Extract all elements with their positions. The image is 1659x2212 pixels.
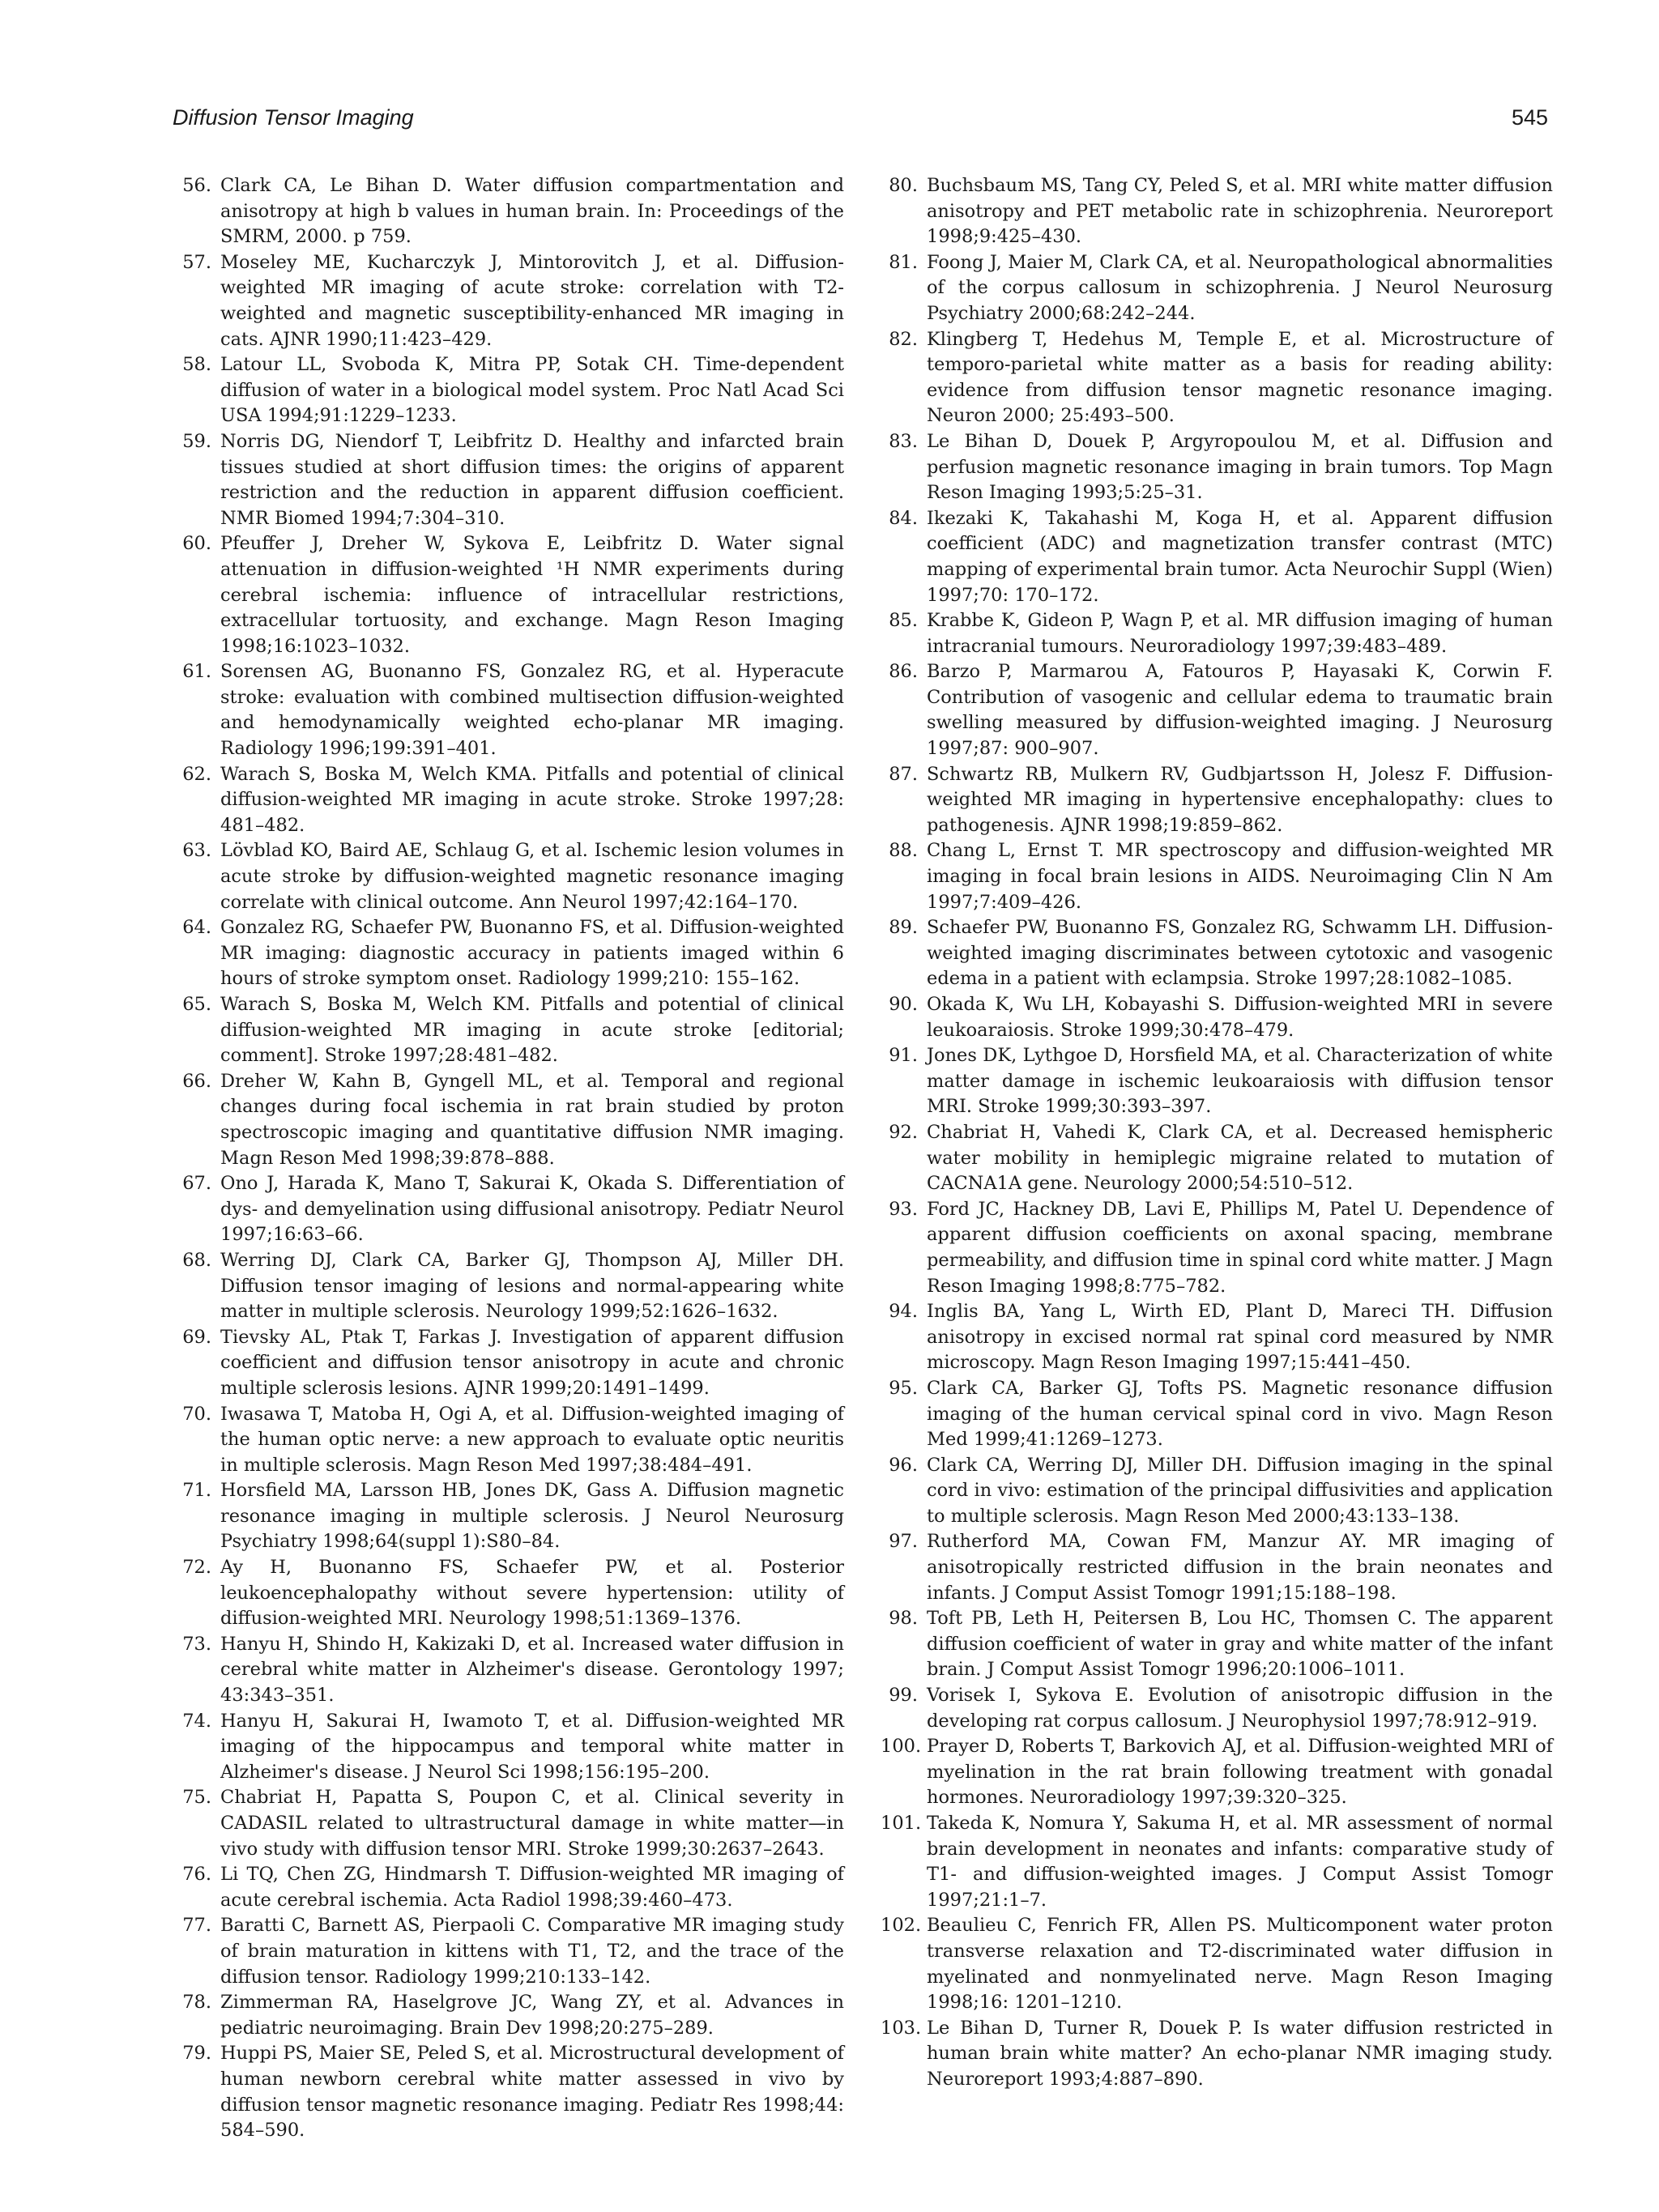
reference-item xyxy=(174,531,844,659)
reference-item xyxy=(881,1453,1553,1530)
reference-item xyxy=(881,250,1553,327)
reference-text: Schwartz RB, Mulkern RV, Gudbjartsson H, Jolesz F. Diffusion-weighted MR imaging in hypertensive encephalopathy: clues to pathogenesis. AJNR 1998;19:859–862. xyxy=(927,763,1553,836)
reference-number: 80. xyxy=(889,175,918,196)
reference-text: Jones DK, Lythgoe D, Horsfield MA, et al. Characterization of white matter damage in ischemic leukoaraiosis with diffusion tensor MRI. Stroke 1999;30:393–397. xyxy=(927,1045,1553,1118)
reference-text: Hanyu H, Shindo H, Kakizaki D, et al. Increased water diffusion in cerebral white matter in Alzheimer's disease. Gerontology 1997; 43:343–351. xyxy=(220,1633,844,1707)
reference-number: 99. xyxy=(889,1685,918,1707)
reference-number: 63. xyxy=(182,840,211,862)
reference-text: Tievsky AL, Ptak T, Farkas J. Investigation of apparent diffusion coefficient and diffusion tensor anisotropy in acute and chronic multiple sclerosis lesions. AJNR 1999;20:1491–1499. xyxy=(220,1326,844,1399)
reference-number: 91. xyxy=(889,1045,918,1067)
reference-number: 62. xyxy=(182,763,211,785)
reference-number: 101. xyxy=(881,1813,922,1834)
reference-text: Hanyu H, Sakurai H, Iwamoto T, et al. Diffusion-weighted MR imaging of the hippocampus and temporal white matter in Alzheimer's disease. J Neurol Sci 1998;156:195–200. xyxy=(220,1710,844,1783)
reference-text: Krabbe K, Gideon P, Wagn P, et al. MR diffusion imaging of human intracranial tumours. Neuroradiology 1997;39:483–489. xyxy=(927,610,1553,657)
reference-item xyxy=(174,992,844,1069)
reference-number: 59. xyxy=(182,430,211,452)
reference-number: 66. xyxy=(182,1070,211,1092)
reference-item xyxy=(174,1248,844,1325)
reference-number: 92. xyxy=(889,1121,918,1143)
reference-item xyxy=(174,1069,844,1171)
reference-item xyxy=(881,838,1553,915)
reference-item xyxy=(174,1990,844,2041)
reference-number: 73. xyxy=(182,1633,211,1655)
reference-item xyxy=(881,608,1553,659)
reference-text: Li TQ, Chen ZG, Hindmarsh T. Diffusion-weighted MR imaging of acute cerebral ischemia. Acta Radiol 1998;39:460–473. xyxy=(220,1864,844,1911)
reference-text: Le Bihan D, Douek P, Argyropoulou M, et al. Diffusion and perfusion magnetic resonance imaging in brain tumors. Top Magn Reson Imaging 1993;5:25–31. xyxy=(927,430,1553,504)
reference-text: Clark CA, Werring DJ, Miller DH. Diffusion imaging in the spinal cord in vivo: estimation of the principal diffusivities and application to multiple sclerosis. Magn Reson Med 2000;43:133–138. xyxy=(927,1454,1553,1527)
reference-number: 60. xyxy=(182,533,211,555)
reference-text: Huppi PS, Maier SE, Peled S, et al. Microstructural development of human newborn cerebral white matter assessed in vivo by diffusion tensor magnetic resonance imaging. Pediatr Res 1998;44: 584–590. xyxy=(220,2043,844,2142)
reference-number: 75. xyxy=(182,1787,211,1809)
reference-text: Foong J, Maier M, Clark CA, et al. Neuropathological abnormalities of the corpus callosum in schizophrenia. J Neurol Neurosurg Psychiatry 2000;68:242–244. xyxy=(927,251,1553,324)
reference-item xyxy=(174,2041,844,2143)
reference-text: Chabriat H, Vahedi K, Clark CA, et al. Decreased hemispheric water mobility in hemiplegic migraine related to mutation of CACNA1A gene. Neurology 2000;54:510–512. xyxy=(927,1121,1553,1195)
reference-item xyxy=(174,1632,844,1709)
page-number: 545 xyxy=(1512,105,1549,130)
reference-number: 96. xyxy=(889,1454,918,1476)
reference-item xyxy=(881,1376,1553,1453)
reference-number: 72. xyxy=(182,1557,211,1579)
reference-item xyxy=(881,659,1553,761)
reference-item xyxy=(881,992,1553,1043)
reference-text: Inglis BA, Yang L, Wirth ED, Plant D, Mareci TH. Diffusion anisotropy in excised normal rat spinal cord measured by NMR microscopy. Magn Reson Imaging 1997;15:441–450. xyxy=(927,1301,1553,1374)
reference-item xyxy=(174,1171,844,1248)
reference-number: 69. xyxy=(182,1326,211,1348)
reference-item xyxy=(174,173,844,250)
reference-number: 94. xyxy=(889,1301,918,1323)
reference-item xyxy=(881,915,1553,992)
reference-item xyxy=(174,250,844,352)
reference-item xyxy=(881,327,1553,429)
reference-text: Prayer D, Roberts T, Barkovich AJ, et al. Diffusion-weighted MRI of myelination in the rat brain following treatment with gonadal hormones. Neuroradiology 1997;39:320–325. xyxy=(927,1736,1553,1809)
reference-item xyxy=(881,1120,1553,1197)
reference-number: 85. xyxy=(889,610,918,632)
reference-number: 93. xyxy=(889,1198,918,1220)
reference-item xyxy=(881,1811,1553,1913)
reference-text: Latour LL, Svoboda K, Mitra PP, Sotak CH. Time-dependent diffusion of water in a biological model system. Proc Natl Acad Sci USA 1994;91:1229–1233. xyxy=(220,354,844,427)
reference-text: Chabriat H, Papatta S, Poupon C, et al. Clinical severity in CADASIL related to ultrastructural damage in white matter—in vivo study with diffusion tensor MRI. Stroke 1999;30:2637–2643. xyxy=(220,1787,844,1860)
reference-item xyxy=(881,1529,1553,1606)
reference-number: 97. xyxy=(889,1531,918,1553)
reference-item xyxy=(174,1913,844,1990)
reference-text: Iwasawa T, Matoba H, Ogi A, et al. Diffusion-weighted imaging of the human optic nerve: a new approach to evaluate optic neuritis in multiple sclerosis. Magn Reson Med 1997;38:484–491. xyxy=(220,1403,844,1476)
reference-number: 100. xyxy=(881,1736,922,1758)
reference-item xyxy=(881,762,1553,839)
reference-number: 83. xyxy=(889,430,918,452)
reference-text: Clark CA, Le Bihan D. Water diffusion compartmentation and anisotropy at high b values in human brain. In: Proceedings of the SMRM, 2000. p 759. xyxy=(220,175,844,248)
reference-item xyxy=(881,173,1553,250)
reference-text: Baratti C, Barnett AS, Pierpaoli C. Comparative MR imaging study of brain maturation in kittens with T1, T2, and the trace of the diffusion tensor. Radiology 1999;210:133–142. xyxy=(220,1915,844,1988)
reference-text: Ford JC, Hackney DB, Lavi E, Phillips M, Patel U. Dependence of apparent diffusion coefficients on axonal spacing, membrane permeability, and diffusion time in spinal cord white matter. J Magn Reson Imaging 1998;8:775–782. xyxy=(927,1198,1553,1297)
reference-text: Moseley ME, Kucharczyk J, Mintorovitch J, et al. Diffusion-weighted MR imaging of acute stroke: correlation with T2-weighted and magnetic susceptibility-enhanced MR imaging in cats. AJNR 1990;11:423–429. xyxy=(220,251,844,350)
reference-item xyxy=(881,1683,1553,1734)
reference-number: 65. xyxy=(182,994,211,1015)
reference-text: Ay H, Buonanno FS, Schaefer PW, et al. Posterior leukoencephalopathy without severe hypertension: utility of diffusion-weighted MRI. Neurology 1998;51:1369–1376. xyxy=(220,1557,844,1630)
reference-text: Beaulieu C, Fenrich FR, Allen PS. Multicomponent water proton transverse relaxation and T2-discriminated water diffusion in myelinated and nonmyelinated nerve. Magn Reson Imaging 1998;16: 1201–1210. xyxy=(927,1915,1553,2014)
reference-number: 77. xyxy=(182,1915,211,1937)
reference-text: Rutherford MA, Cowan FM, Manzur AY. MR imaging of anisotropically restricted diffusion in the brain neonates and infants. J Comput Assist Tomogr 1991;15:188–198. xyxy=(927,1531,1553,1604)
reference-item xyxy=(174,659,844,761)
reference-number: 68. xyxy=(182,1249,211,1271)
reference-text: Barzo P, Marmarou A, Fatouros P, Hayasaki K, Corwin F. Contribution of vasogenic and cellular edema to traumatic brain swelling measured by diffusion-weighted imaging. J Neurosurg 1997;87: 900–907. xyxy=(927,661,1553,760)
reference-number: 70. xyxy=(182,1403,211,1425)
reference-item xyxy=(174,1402,844,1479)
references-column-left xyxy=(174,173,844,2144)
reference-item xyxy=(174,1325,844,1402)
reference-text: Toft PB, Leth H, Peitersen B, Lou HC, Thomsen C. The apparent diffusion coefficient of water in gray and white matter of the infant brain. J Comput Assist Tomogr 1996;20:1006–1011. xyxy=(927,1608,1553,1681)
reference-text: Zimmerman RA, Haselgrove JC, Wang ZY, et al. Advances in pediatric neuroimaging. Brain Dev 1998;20:275–289. xyxy=(220,1992,844,2039)
reference-number: 61. xyxy=(182,661,211,683)
reference-text: Lövblad KO, Baird AE, Schlaug G, et al. Ischemic lesion volumes in acute stroke by diffusion-weighted magnetic resonance imaging correlate with clinical outcome. Ann Neurol 1997;42:164–170. xyxy=(220,840,844,913)
reference-text: Chang L, Ernst T. MR spectroscopy and diffusion-weighted MR imaging in focal brain lesions in AIDS. Neuroimaging Clin N Am 1997;7:409–426. xyxy=(927,840,1553,913)
reference-number: 64. xyxy=(182,917,211,939)
reference-item xyxy=(174,429,844,531)
reference-item xyxy=(881,429,1553,506)
reference-item xyxy=(881,506,1553,608)
reference-number: 102. xyxy=(881,1915,922,1937)
reference-number: 67. xyxy=(182,1173,211,1195)
reference-number: 79. xyxy=(182,2043,211,2065)
reference-number: 56. xyxy=(182,175,211,196)
reference-item xyxy=(174,1478,844,1555)
reference-item xyxy=(881,2016,1553,2093)
reference-text: Klingberg T, Hedehus M, Temple E, et al. Microstructure of temporo-parietal white matter as a basis for reading ability: evidence from diffusion tensor magnetic resonance imaging. Neuron 2000; 25:493–500. xyxy=(927,328,1553,427)
reference-text: Werring DJ, Clark CA, Barker GJ, Thompson AJ, Miller DH. Diffusion tensor imaging of lesions and normal-appearing white matter in multiple sclerosis. Neurology 1999;52:1626–1632. xyxy=(220,1249,844,1323)
reference-text: Clark CA, Barker GJ, Tofts PS. Magnetic resonance diffusion imaging of the human cervical spinal cord in vivo. Magn Reson Med 1999;41:1269–1273. xyxy=(927,1377,1553,1451)
reference-number: 76. xyxy=(182,1864,211,1886)
reference-text: Vorisek I, Sykova E. Evolution of anisotropic diffusion in the developing rat corpus callosum. J Neurophysiol 1997;78:912–919. xyxy=(927,1685,1553,1732)
reference-item xyxy=(881,1913,1553,2015)
reference-text: Pfeuffer J, Dreher W, Sykova E, Leibfritz D. Water signal attenuation in diffusion-weighted ¹H NMR experiments during cerebral ischemia: influence of intracellular restrictions, extracellular tortuosity, and exchange. Magn Reson Imaging 1998;16:1023–1032. xyxy=(220,533,844,657)
reference-number: 74. xyxy=(182,1710,211,1732)
reference-text: Okada K, Wu LH, Kobayashi S. Diffusion-weighted MRI in severe leukoaraiosis. Stroke 1999;30:478–479. xyxy=(927,994,1553,1041)
running-header-title: Diffusion Tensor Imaging xyxy=(173,105,414,130)
reference-number: 89. xyxy=(889,917,918,939)
reference-item xyxy=(881,1606,1553,1683)
reference-item xyxy=(174,762,844,839)
reference-number: 57. xyxy=(182,251,211,273)
reference-number: 71. xyxy=(182,1480,211,1502)
reference-number: 90. xyxy=(889,994,918,1015)
reference-text: Buchsbaum MS, Tang CY, Peled S, et al. MRI white matter diffusion anisotropy and PET metabolic rate in schizophrenia. Neuroreport 1998;9:425–430. xyxy=(927,175,1553,248)
reference-item xyxy=(174,352,844,429)
references-column-right xyxy=(881,173,1553,2093)
reference-text: Takeda K, Nomura Y, Sakuma H, et al. MR assessment of normal brain development in neonates and infants: comparative study of T1- and diffusion-weighted images. J Comput Assist Tomogr 1997;21:1–7. xyxy=(927,1813,1553,1911)
reference-item xyxy=(881,1734,1553,1811)
reference-number: 58. xyxy=(182,354,211,376)
reference-text: Horsfield MA, Larsson HB, Jones DK, Gass A. Diffusion magnetic resonance imaging in multiple sclerosis. J Neurol Neurosurg Psychiatry 1998;64(suppl 1):S80–84. xyxy=(220,1480,844,1553)
reference-number: 87. xyxy=(889,763,918,785)
reference-number: 103. xyxy=(881,2017,922,2039)
reference-text: Schaefer PW, Buonanno FS, Gonzalez RG, Schwamm LH. Diffusion-weighted imaging discriminates between cytotoxic and vasogenic edema in a patient with eclampsia. Stroke 1997;28:1082–1085. xyxy=(927,917,1553,990)
reference-text: Dreher W, Kahn B, Gyngell ML, et al. Temporal and regional changes during focal ischemia in rat brain studied by proton spectroscopic imaging and quantitative diffusion NMR imaging. Magn Reson Med 1998;39:878–888. xyxy=(220,1070,844,1169)
reference-text: Le Bihan D, Turner R, Douek P. Is water diffusion restricted in human brain white matter? An echo-planar NMR imaging study. Neuroreport 1993;4:887–890. xyxy=(927,2017,1553,2090)
reference-item xyxy=(174,1709,844,1786)
reference-number: 98. xyxy=(889,1608,918,1630)
reference-text: Warach S, Boska M, Welch KMA. Pitfalls and potential of clinical diffusion-weighted MR imaging in acute stroke. Stroke 1997;28: 481–482. xyxy=(220,763,844,836)
reference-item xyxy=(881,1299,1553,1376)
reference-number: 88. xyxy=(889,840,918,862)
reference-item xyxy=(174,1785,844,1862)
reference-text: Gonzalez RG, Schaefer PW, Buonanno FS, et al. Diffusion-weighted MR imaging: diagnostic accuracy in patients imaged within 6 hours of stroke symptom onset. Radiology 1999;210: 155–162. xyxy=(220,917,844,990)
reference-number: 78. xyxy=(182,1992,211,2014)
reference-item xyxy=(174,1862,844,1913)
reference-text: Norris DG, Niendorf T, Leibfritz D. Healthy and infarcted brain tissues studied at short diffusion times: the origins of apparent restriction and the reduction in apparent diffusion coefficient. NMR Biomed 1994;7:304–310. xyxy=(220,430,844,529)
reference-item xyxy=(881,1197,1553,1299)
reference-number: 82. xyxy=(889,328,918,350)
reference-item xyxy=(174,1555,844,1632)
reference-item xyxy=(174,915,844,992)
reference-item xyxy=(881,1043,1553,1120)
reference-text: Ono J, Harada K, Mano T, Sakurai K, Okada S. Differentiation of dys- and demyelination using diffusional anisotropy. Pediatr Neurol 1997;16:63–66. xyxy=(220,1173,844,1246)
reference-number: 84. xyxy=(889,507,918,529)
reference-number: 95. xyxy=(889,1377,918,1399)
reference-text: Sorensen AG, Buonanno FS, Gonzalez RG, et al. Hyperacute stroke: evaluation with combined multisection diffusion-weighted and hemodynamically weighted echo-planar MR imaging. Radiology 1996;199:391–401. xyxy=(220,661,844,760)
reference-number: 81. xyxy=(889,251,918,273)
reference-text: Warach S, Boska M, Welch KM. Pitfalls and potential of clinical diffusion-weighted MR imaging in acute stroke [editorial; comment]. Stroke 1997;28:481–482. xyxy=(220,994,844,1067)
reference-number: 86. xyxy=(889,661,918,683)
reference-text: Ikezaki K, Takahashi M, Koga H, et al. Apparent diffusion coefficient (ADC) and magnetization transfer contrast (MTC) mapping of experimental brain tumor. Acta Neurochir Suppl (Wien) 1997;70: 170–172. xyxy=(927,507,1553,606)
reference-item xyxy=(174,838,844,915)
